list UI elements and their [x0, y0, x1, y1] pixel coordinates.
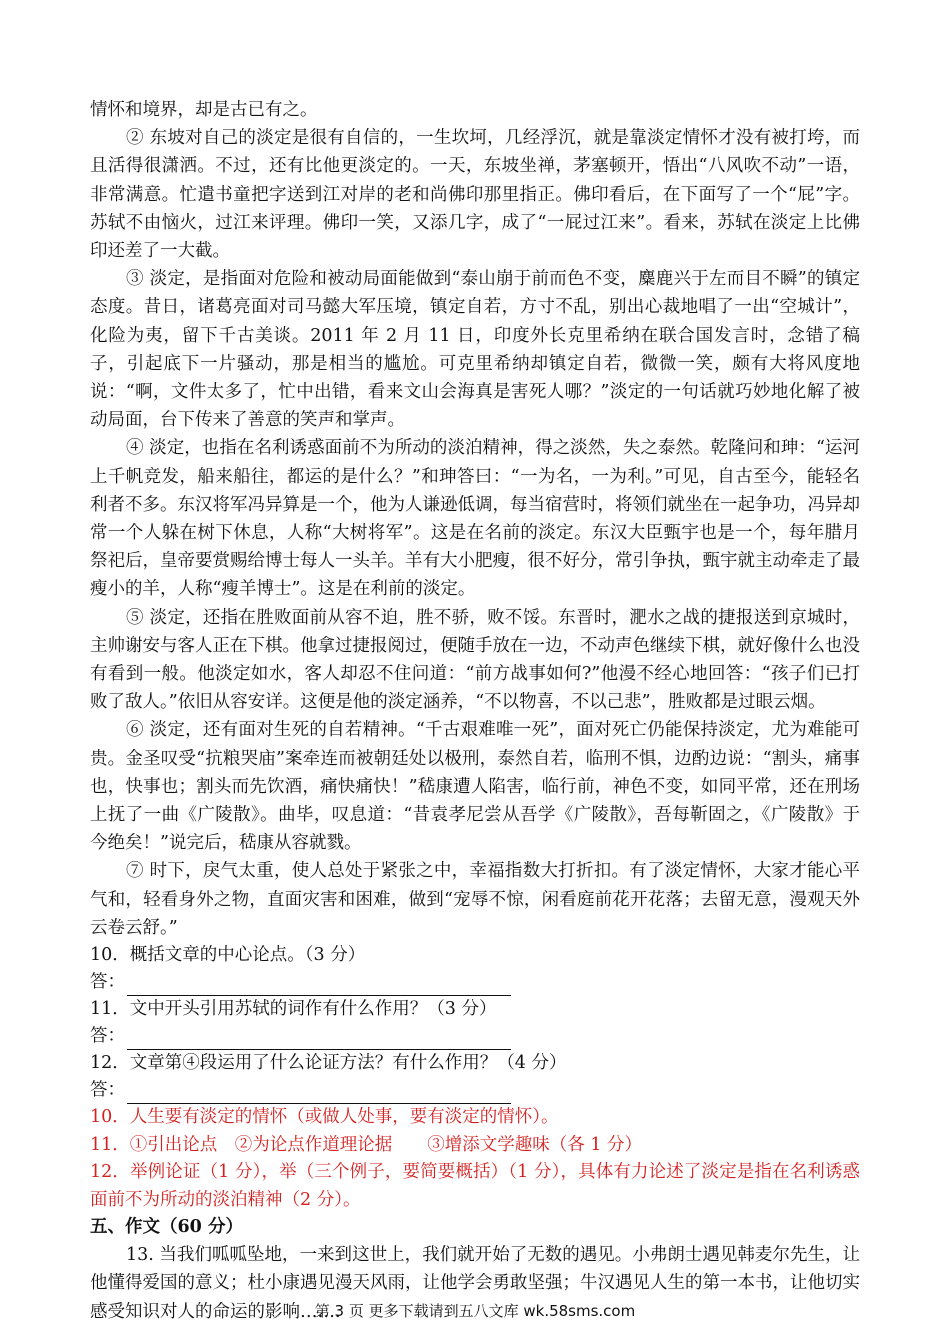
- answer-row: [90, 969, 860, 996]
- paragraph-intro-tail: 情怀和境界，却是古已有之。: [90, 100, 318, 120]
- essay-prompt: 13. 当我们呱呱坠地，一来到这世上，我们就开始了无数的遇见。小弗朗士遇见韩麦尔先生，让他懂得爱国的意义；杜小康遇见漫天风雨，让他学会勇敢坚强；牛汉遇见人生的第一本书，让他切实感受知识对人的命运的影响…….: [90, 1245, 860, 1322]
- answer-label: 答：: [90, 972, 125, 993]
- paragraph-5: ⑤ 淡定，还指在胜败面前从容不迫，胜不骄，败不馁。东晋时，淝水之战的捷报送到京城时，主帅谢安与客人正在下棋。他拿过捷报阅过，便随手放在一边，不动声色继续下棋，就好像什么也没有看到一般。他淡定如水，客人却忍不住问道：“前方战事如何?”他漫不经心地回答：“孩子们已打败了敌人。”依旧从容安详。这便是他的淡定涵养，“不以物喜，不以己悲”，胜败都是过眼云烟。: [90, 607, 860, 713]
- answer-key: [90, 1104, 860, 1214]
- answer-row: [90, 1077, 860, 1104]
- question-text: 12．文章第④段运用了什么论证方法？有什么作用？（4 分）: [90, 1053, 567, 1074]
- answer-12: 12．举例论证（1 分），举（三个例子，要简要概括）（1 分），具体有力论述了淡定是指在名利诱惑面前不为所动的淡泊精神（2 分）。: [90, 1162, 860, 1210]
- section-five-heading: 五、作文（60 分）: [90, 1217, 243, 1238]
- question-11: [90, 996, 860, 1050]
- answer-label: 答：: [90, 1026, 125, 1047]
- answer-blank-line[interactable]: [127, 1029, 511, 1050]
- text-block: [90, 96, 860, 1326]
- answer-blank-line[interactable]: [127, 1083, 511, 1104]
- question-text: 10．概括文章的中心论点。（3 分）: [90, 945, 366, 966]
- paragraph-3: ③ 淡定，是指面对危险和被动局面能做到“泰山崩于前而色不变，麋鹿兴于左而目不瞬”的镇定态度。昔日，诸葛亮面对司马懿大军压境，镇定自若，方寸不乱，别出心裁地唱了一出“空城计”，化险为夷，留下千古美谈。2011 年 2 月 11 日，印度外长克里希纳在联合国发言时，念错了稿子，引起底下一片骚动，那是相当的尴尬。可克里希纳却镇定自若，微微一笑，颇有大将风度地说：“啊，文件太多了，忙中出错，看来文山会海真是害死人哪？”淡定的一句话就巧妙地化解了被动局面，台下传来了善意的笑声和掌声。: [90, 269, 860, 431]
- paragraph-7: ⑦ 时下，戾气太重，使人总处于紧张之中，幸福指数大打折扣。有了淡定情怀，大家才能心平气和，轻看身外之物，直面灾害和困难，做到“宠辱不惊，闲看庭前花开花落；去留无意，漫观天外云卷云舒。”: [90, 861, 860, 938]
- answer-10: 10．人生要有淡定的情怀（或做人处事，要有淡定的情怀）。: [90, 1107, 559, 1128]
- question-text: 11．文中开头引用苏轼的词作有什么作用？（3 分）: [90, 999, 497, 1020]
- answer-blank-line[interactable]: [127, 975, 511, 996]
- answer-row: [90, 1023, 860, 1050]
- paragraph-4: ④ 淡定，也指在名利诱惑面前不为所动的淡泊精神，得之淡然，失之泰然。乾隆问和珅：“运河上千帆竞发，船来船往，都运的是什么？”和珅答曰：“一为名，一为利。”可见，自古至今，能轻名利者不多。东汉将军冯异算是一个，他为人谦逊低调，每当宿营时，将领们就坐在一起争功，冯异却常一个人躲在树下休息，人称“大树将军”。这是在名前的淡定。东汉大臣甄宇也是一个，每年腊月祭祀后，皇帝要赏赐给博士每人一头羊。羊有大小肥瘦，很不好分，常引争执，甄宇就主动牵走了最瘦小的羊，人称“瘦羊博士”。这是在利前的淡定。: [90, 438, 860, 600]
- paragraph-6: ⑥ 淡定，还有面对生死的自若精神。“千古艰难唯一死”，面对死亡仍能保持淡定，尤为难能可贵。金圣叹受“抗粮哭庙”案牵连而被朝廷处以极刑，泰然自若，临刑不惧，边酌边说：“割头，痛事也，快事也；割头而先饮酒，痛快痛快！”嵇康遭人陷害，临行前，神色不变，如同平常，还在刑场上抚了一曲《广陵散》。曲毕，叹息道：“昔袁孝尼尝从吾学《广陵散》，吾每靳固之，《广陵散》于今绝矣！”说完后，嵇康从容就戮。: [90, 720, 860, 854]
- page-footer: 第 3 页 更多下载请到五八文库 wk.58sms.com: [314, 1302, 636, 1320]
- question-10: [90, 942, 860, 996]
- paragraph-2: ② 东坡对自己的淡定是很有自信的，一生坎坷，几经浮沉，就是靠淡定情怀才没有被打垮，而且活得很潇洒。不过，还有比他更淡定的。一天，东坡坐禅，茅塞顿开，悟出“八风吹不动”一语，非常满意。忙遣书童把字送到江对岸的老和尚佛印那里指正。佛印看后，在下面写了一个“屁”字。苏轼不由恼火，过江来评理。佛印一笑，又添几字，成了“一屁过江来”。看来，苏轼在淡定上比佛印还差了一大截。: [90, 128, 860, 262]
- answer-11: 11．①引出论点 ②为论点作道理论据 ③增添文学趣味（各 1 分）: [90, 1134, 643, 1155]
- answer-label: 答：: [90, 1080, 125, 1101]
- question-12: [90, 1050, 860, 1104]
